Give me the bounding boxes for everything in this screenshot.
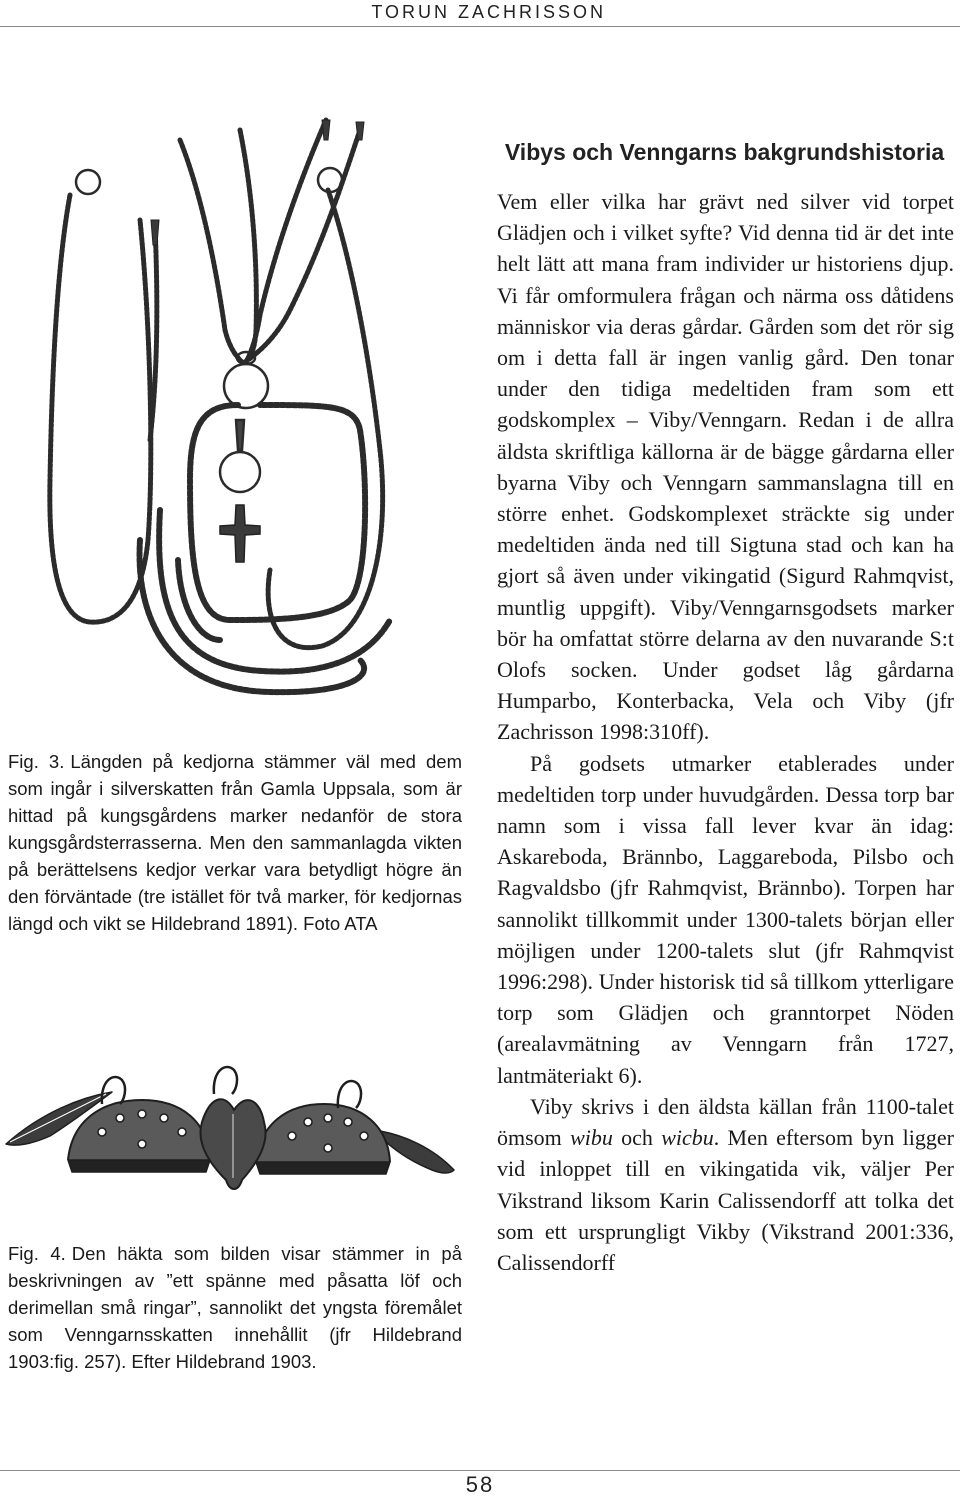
p3-text-e: . Men eftersom byn ligger vid inloppet till en vikingatida vik, väljer Per Vikstrand liksom Karin Calissendorff att tolka det som ett ursprungligt Vikby (Vikstrand 2001:336, Calissendorff — [497, 1125, 954, 1275]
figure3-label: Fig. 3. — [8, 751, 65, 772]
body-text-column — [497, 186, 954, 1278]
fig4-clasp-illustration — [2, 1052, 457, 1210]
body-paragraph-1: Vem eller vilka har grävt ned silver vid torpet Glädjen och i vilket syfte? Vid denna tid är det inte helt lätt att mana fram individer ur historiens djup. Vi får omformulera frågan och närma oss dåtidens människor via deras gårdar. Gården som det rör sig om i detta fall är ingen vanlig gård. Den tonar under den tidiga medeltiden fram som ett godskomplex – Viby/Venngarn. Redan i de allra äldsta skriftliga källorna är de bägge gårdarna eller byarna Viby och Venngarn sammanslagna till en större enhet. Godskomplexet sträckte sig under medeltiden ända ned till Sigtuna stad och kan ha gjort så även under vikingatid (Sigurd Rahmqvist, muntlig uppgift). Viby/Venngarnsgodsets marker bör ha omfattat större delarna av den nuvarande S:t Olofs socken. Under godset låg gårdarna Humparbo, Konterbacka, Vela och Viby (jfr Zachrisson 1998:310ff). — [497, 189, 954, 745]
figure4-caption-text: Den häkta som bilden visar stämmer in på beskrivningen av ”ett spänne med påsatta löf och derimellan små ringar”, sannolikt det yngsta föremålet som Venngarnsskatten innehållit (jfr Hildebrand 1903:fig. 257). Efter Hildebrand 1903. — [8, 1243, 462, 1372]
page-number: 58 — [465, 1472, 495, 1497]
figure4-caption — [8, 1240, 462, 1375]
body-paragraph-2: På godsets utmarker etablerades under medeltiden torp under huvudgården. Dessa torp bar namn som i vissa fall lever kvar än idag: Askareboda, Brännbo, Laggareboda, Pilsbo och Ragvaldsbo (jfr Rahmqvist, Brännbo). Torpen har sannolikt tillkommit under 1300-talets början eller möjligen under 1200-talets slut (jfr Rahmqvist 1996:298). Under historisk tid så tillkom ytterligare torp som Glädjen och granntorpet Nöden (arealavmätning av Venngarn från 1727, lantmäteriakt 6). — [497, 750, 954, 1088]
section-heading: Vibys och Venngarns bakgrundshistoria — [504, 139, 945, 166]
fig3-chains-illustration — [30, 100, 450, 700]
running-head — [0, 0, 960, 27]
p3-text-c: och — [612, 1125, 662, 1151]
body-paragraph-3 — [497, 1091, 954, 1278]
p3-term-wibu: wibu — [570, 1125, 613, 1151]
figure3-caption-text: Längden på kedjorna stämmer väl med dem som ingår i silverskatten från Gamla Uppsala, som är hittad på kungsgårdens marker nedanför de stora kungsgårdsterrasserna. Men den sammanlagda vikten på berättelsens kedjor verkar vara betydligt högre än den förväntade (tre istället för två marker, för kedjornas längd och vikt se Hildebrand 1891). Foto ATA — [8, 751, 462, 934]
p3-term-wicbu: wicbu — [661, 1125, 714, 1151]
footer-rule — [0, 1470, 960, 1471]
figure3-caption — [8, 748, 462, 937]
p3-text-a: Viby skrivs i den äldsta källan från 1100-talet ömsom — [497, 1093, 954, 1151]
running-head-author: TORUN ZACHRISSON — [371, 2, 606, 22]
figure4-label: Fig. 4. — [8, 1243, 66, 1264]
